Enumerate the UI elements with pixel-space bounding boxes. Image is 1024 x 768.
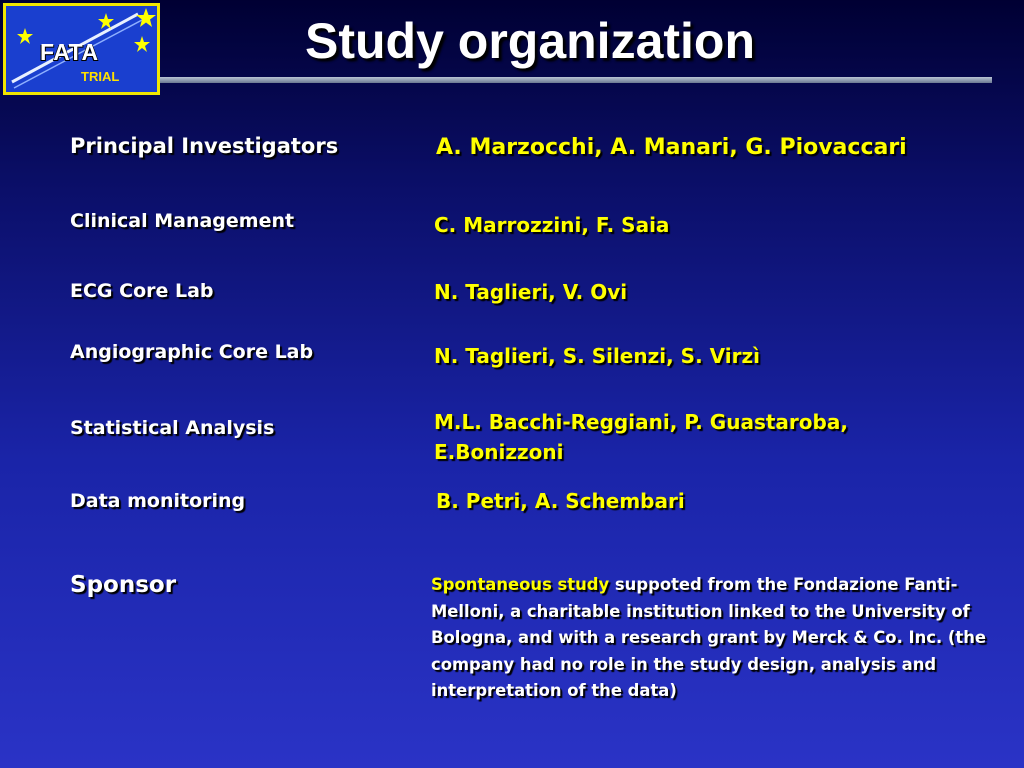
ecg-core-lab-value: N. Taglieri, V. Ovi [434, 280, 628, 304]
clinical-management-label: Clinical Management [70, 210, 295, 232]
star-icon [134, 36, 150, 52]
data-monitoring-label: Data monitoring [70, 490, 246, 512]
angiographic-core-lab-value: N. Taglieri, S. Silenzi, S. Virzì [434, 344, 760, 368]
sponsor-description [431, 572, 1011, 705]
ecg-core-lab-label: ECG Core Lab [70, 280, 214, 302]
fata-trial-logo [3, 3, 160, 95]
statistical-analysis-label: Statistical Analysis [70, 417, 275, 439]
star-icon [17, 28, 33, 44]
title-underline [160, 77, 992, 83]
statistical-analysis-value-line2: E.Bonizzoni [434, 440, 564, 464]
angiographic-core-lab-label: Angiographic Core Lab [70, 341, 314, 363]
statistical-analysis-value-line1: M.L. Bacchi-Reggiani, P. Guastaroba, [434, 410, 848, 434]
principal-investigators-label: Principal Investigators [70, 134, 339, 158]
star-icon [136, 8, 156, 27]
clinical-management-value: C. Marrozzini, F. Saia [434, 213, 670, 237]
logo-fata-text: FATA [40, 39, 99, 65]
principal-investigators-value: A. Marzocchi, A. Manari, G. Piovaccari [436, 135, 907, 160]
sponsor-label: Sponsor [70, 572, 177, 598]
sponsor-text: suppoted from the Fondazione Fanti-Melloni, a charitable institution linked to the University of Bologna, and with a research grant by Merck & Co. Inc. (the company had no role in the study design, analysis and interpretation of the data) [431, 575, 987, 700]
data-monitoring-value: B. Petri, A. Schembari [436, 489, 685, 513]
sponsor-highlight: Spontaneous study [431, 575, 610, 594]
logo-trial-text: TRIAL [81, 69, 120, 84]
page-title: Study organization [305, 13, 755, 69]
